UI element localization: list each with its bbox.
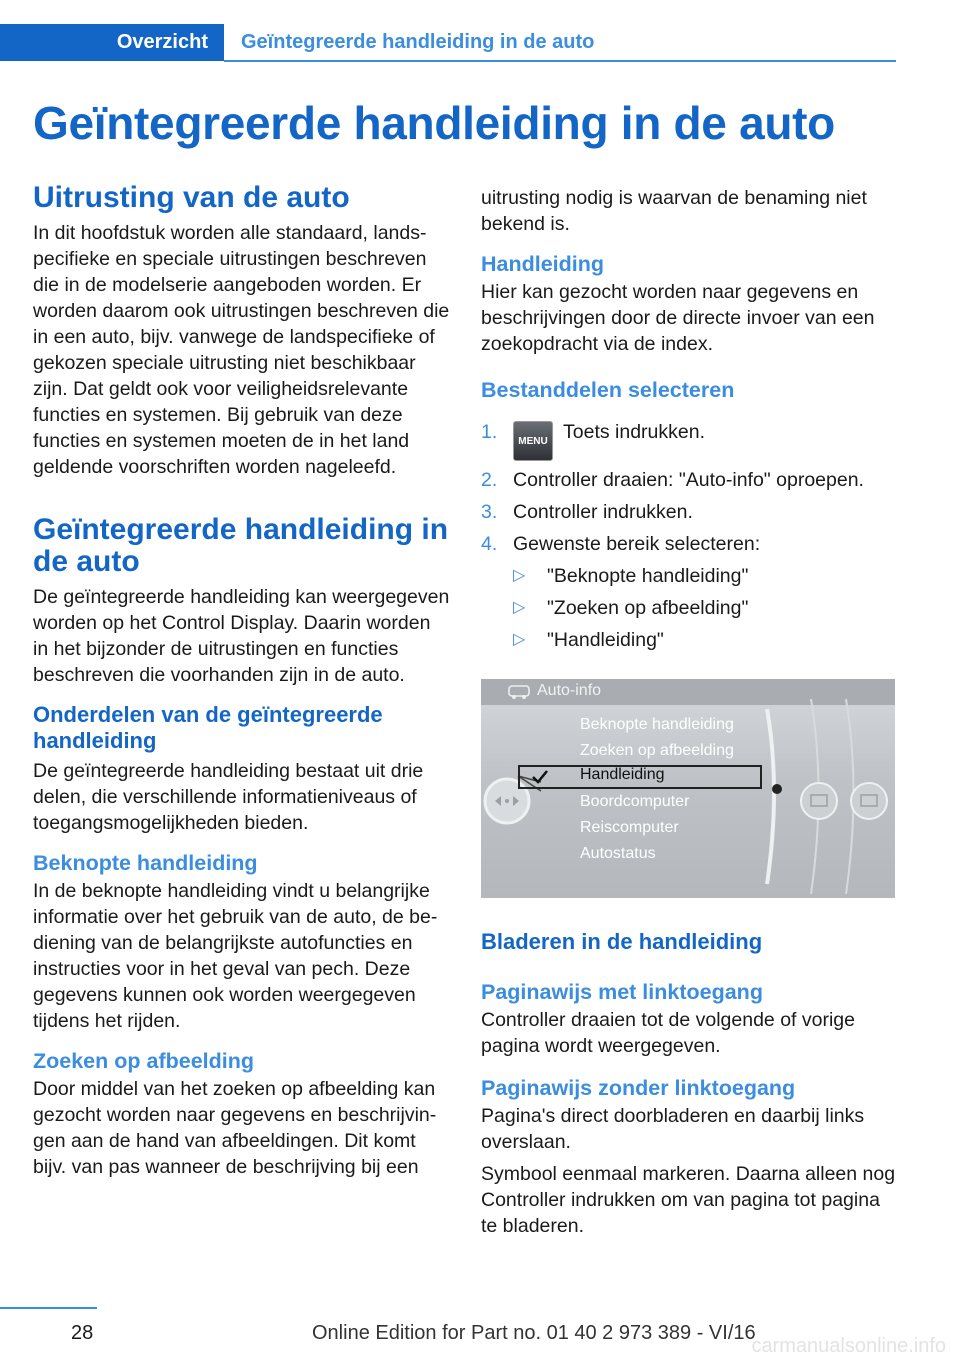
paragraph-page-without-links-2: Symbool eenmaal markeren. Daarna alleen nog Controller indrukken om van pagina tot pagina te bladeren. — [481, 1163, 896, 1237]
step-1 — [481, 419, 901, 461]
page-title: Geïntegreerde handleiding in de auto — [33, 97, 835, 149]
paragraph-components: De geïntegreerde handleiding bestaat uit drie delen, die verschillende informatieniveaus of toegangsmogelijkheden bieden. — [33, 760, 424, 834]
sub-option — [513, 595, 901, 621]
triangle-right-icon: ▷ — [513, 599, 526, 616]
step-number: 4. — [481, 533, 498, 555]
heading-integrated-manual: Geïntegreerde handleiding in de auto — [33, 513, 449, 578]
step-text: Toets indrukken. — [563, 421, 705, 443]
scroll-position-dot — [772, 784, 782, 794]
edition-note: Online Edition for Part no. 01 40 2 973 389 - VI/16 — [312, 1322, 756, 1344]
right-panel-icon-2 — [851, 783, 887, 819]
display-title: Auto-info — [537, 682, 602, 699]
sub-option — [513, 563, 901, 589]
step-text: Gewenste bereik selecteren: — [513, 533, 761, 555]
heading-image-search: Zoeken op afbeelding — [33, 1049, 254, 1073]
display-menu-item[interactable]: Boordcomputer — [580, 793, 690, 810]
breadcrumb: Geïntegreerde handleiding in de auto — [241, 31, 595, 53]
step-text: Controller indrukken. — [513, 501, 693, 523]
watermark: carmanualsonline.info — [751, 1335, 946, 1357]
right-column — [481, 185, 901, 659]
heading-handleiding: Handleiding — [481, 252, 605, 276]
display-menu-item[interactable]: Zoeken op afbeelding — [580, 742, 734, 759]
display-menu-item-selected[interactable]: Handleiding — [580, 766, 665, 783]
paragraph-integrated-manual: De geïntegreerde handleiding kan weergegeven worden op het Control Display. Daarin worden in het bijzonder de uitrustingen en functies beschreven die voorhanden zijn in de auto. — [33, 586, 450, 686]
paragraph-continuation: uitrusting nodig is waarvan de benaming niet bekend is. — [481, 187, 867, 235]
heading-quick-guide: Beknopte handleiding — [33, 851, 258, 875]
step-number: 2. — [481, 469, 498, 491]
section-tab: Overzicht — [0, 24, 224, 61]
scroll-arc — [767, 709, 774, 884]
paragraph-handleiding: Hier kan gezocht worden naar gegevens en beschrijvingen door de directe invoer van een zoekopdracht via de index. — [481, 281, 875, 355]
left-column — [33, 182, 451, 1180]
heading-select-components: Bestanddelen selecteren — [481, 378, 735, 402]
control-display-image — [481, 679, 895, 898]
step-number: 1. — [481, 421, 498, 443]
sub-option-text: "Beknopte handleiding" — [547, 565, 749, 587]
paragraph-page-with-links: Controller draaien tot de volgende of vorige pagina wordt weergegeven. — [481, 1009, 855, 1057]
heading-page-with-links: Paginawijs met linktoegang — [481, 980, 763, 1004]
right-column-lower — [481, 929, 901, 1239]
triangle-right-icon: ▷ — [513, 567, 526, 584]
sub-option-text: "Handleiding" — [547, 629, 664, 651]
paragraph-page-without-links-1: Pagina's direct doorbladeren en daarbij links overslaan. — [481, 1105, 865, 1153]
menu-button-icon: MENU — [513, 421, 553, 461]
paragraph-quick-guide: In de beknopte handleiding vindt u belangrijke informatie over het gebruik van de auto, de bediening van de belangrijkste autofuncties en instructies voor in het geval van pech. Deze gegevens kunnen ook worden weergegeven tijdens het rijden. — [33, 880, 438, 1032]
heading-page-without-links: Paginawijs zonder linktoegang — [481, 1076, 796, 1100]
display-menu-item[interactable]: Beknopte handleiding — [580, 716, 734, 733]
heading-components: Onderdelen van de geïntegreerde handleiding — [33, 702, 383, 753]
step-text: Controller draaien: "Auto-info" oproepen. — [513, 469, 864, 491]
paragraph-image-search: Door middel van het zoeken op afbeelding kan gezocht worden naar gegevens en beschrijvingen aan de hand van afbeeldingen. Dit komt bijv. van pas wanneer de beschrijving bij een — [33, 1078, 437, 1178]
step-2 — [481, 467, 901, 493]
triangle-right-icon: ▷ — [513, 631, 526, 648]
steps-list — [481, 419, 901, 653]
sub-options — [513, 563, 901, 653]
step-4 — [481, 531, 901, 653]
step-number: 3. — [481, 501, 498, 523]
display-menu-item[interactable]: Autostatus — [580, 845, 656, 862]
sub-option — [513, 627, 901, 653]
paragraph-uitrusting: In dit hoofdstuk worden alle standaard, landspecifieke en speciale uitrustingen beschreven die in de modelserie aangeboden worden. Er worden daarom ook uitrustingen beschreven die in een auto, bijv. vanwege de landspecifieke of gekozen speciale uitrusting niet beschikbaar zijn. Dat geldt ook voor veiligheidsrelevante functies en systemen. Bij gebruik van deze functies en systemen moeten de in het land geldende voorschriften worden nageleefd. — [33, 222, 450, 478]
page-number: 28 — [71, 1322, 94, 1344]
header-rule — [224, 60, 896, 62]
sub-option-text: "Zoeken op afbeelding" — [547, 597, 749, 619]
step-3 — [481, 499, 901, 525]
display-menu-item[interactable]: Reiscomputer — [580, 819, 679, 836]
right-panel-icon-1 — [801, 783, 837, 819]
heading-browsing: Bladeren in de handleiding — [481, 929, 763, 954]
heading-uitrusting: Uitrusting van de auto — [33, 181, 350, 214]
footer-rule — [0, 1307, 97, 1309]
